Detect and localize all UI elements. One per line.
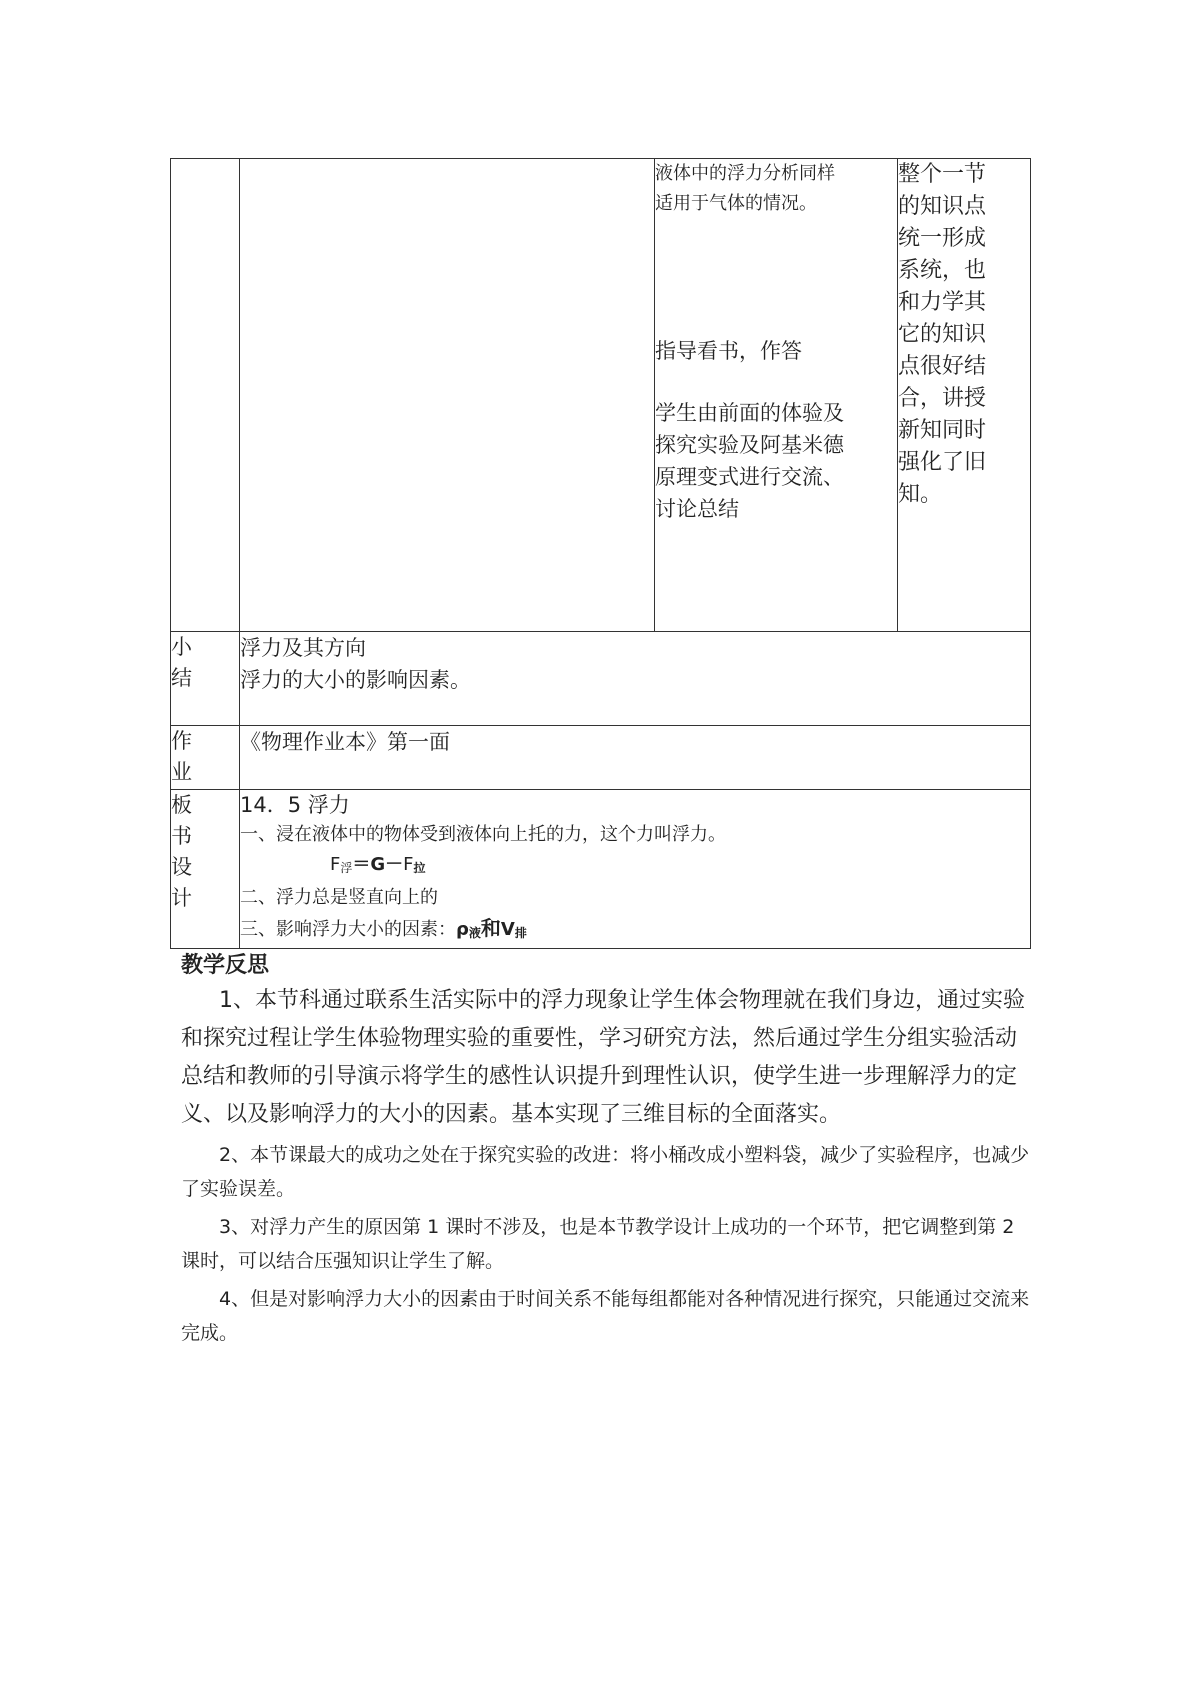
activity-line: 探究实验及阿基米德 — [655, 433, 844, 457]
homework-text: 《物理作业本》第一面 — [240, 730, 450, 754]
teaching-process-row — [171, 159, 1031, 632]
intent-line: 新知同时 — [898, 418, 987, 443]
intent-line: 系统，也 — [898, 258, 987, 283]
summary-line: 浮力的大小的影响因素。 — [240, 668, 471, 692]
lesson-plan-table — [170, 158, 1031, 949]
design-intent-cell — [898, 159, 1031, 632]
homework-row — [171, 726, 1031, 790]
activity-line: 指导看书，作答 — [655, 339, 802, 363]
activity-line: 原理变式进行交流、 — [655, 465, 844, 489]
intent-line: 合，讲授 — [898, 386, 987, 411]
intent-line: 知。 — [898, 482, 943, 507]
summary-label: 小 结 — [171, 632, 240, 726]
activity-line: 适用于气体的情况。 — [655, 193, 817, 214]
activity-line: 液体中的浮力分析同样 — [655, 163, 835, 184]
process-label-cell — [171, 159, 240, 632]
intent-line: 它的知识 — [898, 322, 987, 347]
board-line-3: 三、影响浮力大小的因素：$\rho_液$和$V_排$ — [240, 916, 527, 940]
homework-content — [240, 726, 1031, 790]
board-design-row — [171, 790, 1031, 949]
board-title: 14．5 浮力 — [240, 793, 350, 817]
teaching-reflection — [181, 952, 1031, 1350]
summary-content — [240, 632, 1031, 726]
intent-line: 点很好结 — [898, 354, 987, 379]
reflection-paragraph-4: 4、但是对影响浮力大小的因素由于时间关系不能每组都能对各种情况进行探究，只能通过交流来完成。 — [181, 1288, 1030, 1344]
summary-line: 浮力及其方向 — [240, 636, 366, 660]
activity-line: 讨论总结 — [655, 497, 739, 521]
activity-line: 学生由前面的体验及 — [655, 401, 844, 425]
student-activity-cell — [655, 159, 898, 632]
intent-line: 统一形成 — [898, 226, 987, 251]
reflection-paragraph-1: 1、本节科通过联系生活实际中的浮力现象让学生体会物理就在我们身边，通过实验和探究过程让学生体验物理实验的重要性，学习研究方法，然后通过学生分组实验活动总结和教师的引导演示将学生的感性认识提升到理性认识，使学生进一步理解浮力的定义、以及影响浮力的大小的因素。基本实现了三维目标的全面落实。 — [181, 988, 1025, 1127]
reflection-heading: 教学反思 — [181, 953, 270, 978]
buoyancy-formula: $F_浮=G-F_拉$ — [330, 854, 426, 875]
process-content-cell — [240, 159, 655, 632]
intent-line: 强化了旧 — [898, 450, 987, 475]
summary-row — [171, 632, 1031, 726]
reflection-paragraph-2: 2、本节课最大的成功之处在于探究实验的改进：将小桶改成小塑料袋，减少了实验程序，也减少了实验误差。 — [181, 1144, 1030, 1200]
board-design-label: 板 书 设 计 — [171, 790, 240, 949]
reflection-paragraph-3: 3、对浮力产生的原因第 1 课时不涉及，也是本节教学设计上成功的一个环节，把它调整到第 2 课时，可以结合压强知识让学生了解。 — [181, 1216, 1015, 1272]
intent-line: 整个一节 — [898, 162, 987, 187]
intent-line: 的知识点 — [898, 194, 987, 219]
board-line-1: 一、浸在液体中的物体受到液体向上托的力，这个力叫浮力。 — [240, 824, 726, 845]
board-design-content — [240, 790, 1031, 949]
intent-line: 和力学其 — [898, 290, 987, 315]
homework-label: 作 业 — [171, 726, 240, 790]
board-line-2: 二、浮力总是竖直向上的 — [240, 887, 438, 908]
